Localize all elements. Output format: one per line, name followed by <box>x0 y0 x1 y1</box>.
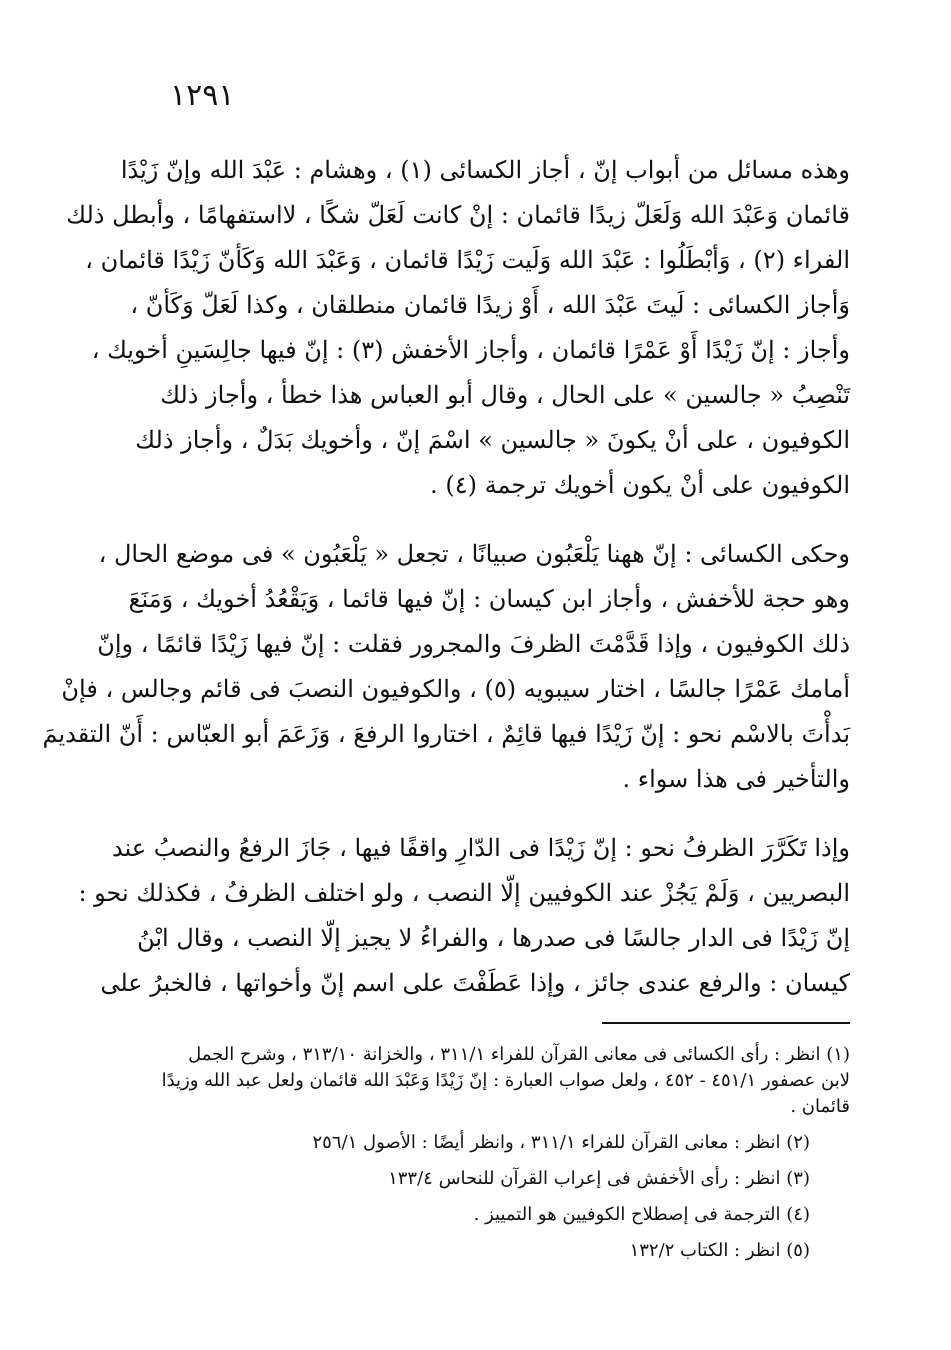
footnote-line: قائمان . <box>790 1096 850 1117</box>
paragraph <box>42 532 850 802</box>
footnote-line: (٤) الترجمة فى إصطلاح الكوفيين هو التمييز . <box>473 1204 810 1225</box>
text-line: وأجاز : إنّ زَيْدًا أَوْ عَمْرًا قائمان ، وأجاز الأخفش (٣) : إنّ فيها جالِسَينِ أخويك ، <box>91 336 850 364</box>
text-line: وَأجاز الكسائى : لَيتَ عَبْدَ الله ، أَوْ زيدًا قائمان منطلقان ، وكذا لَعَلّ وَكَأنّ ، <box>130 291 850 319</box>
footnotes <box>138 1042 850 1274</box>
footnote-line: (٥) انظر : الكتاب ١٣٢/٢ <box>629 1240 810 1261</box>
page-number: ١٢٩١ <box>170 78 235 113</box>
footnote-line: (١) انظر : رأى الكسائى فى معانى القرآن للفراء ٣١١/١ ، والخزانة ٣١٣/١٠ ، وشرح الجمل <box>188 1044 850 1065</box>
footnote <box>138 1238 850 1264</box>
text-line: وإذا تَكَرَّرَ الظرفُ نحو : إنّ زَيْدًا فى الدّارِ واقفًا فيها ، جَازَ الرفعُ والنصبُ عند <box>112 834 850 862</box>
text-line: البصريين ، وَلَمْ يَجُزْ عند الكوفيين إلّا النصب ، ولو اختلف الظرفُ ، فكذلك نحو : <box>78 879 850 907</box>
text-line: الكوفيون ، على أنْ يكونَ « جالسين » اسْمَ إنّ ، وأخويك بَدَلٌ ، وأجاز ذلك <box>135 426 850 454</box>
text-line: ذلك الكوفيون ، وإذا قَدَّمْتَ الظرفَ والمجرور فقلت : إنّ فيها زَيْدًا قائمًا ، وإنّ <box>97 630 850 658</box>
paragraph <box>78 826 850 1006</box>
text-line: الكوفيون على أنْ يكون أخويك ترجمة (٤) . <box>430 471 850 499</box>
footnote <box>138 1202 850 1228</box>
text-line: الفراء (٢) ، وَأبْطَلُوا : عَبْدَ الله وَلَيت زَيْدًا قائمان ، وَعَبْدَ الله وَكَأنّ زَيْدًا قائمان ، <box>85 246 850 274</box>
footnote <box>138 1166 850 1192</box>
text-line: وهذه مسائل من أبواب إنّ ، أجاز الكسائى (١) ، وهشام : عَبْدَ الله وإنّ زَيْدًا <box>120 156 850 184</box>
footnote-line: (٢) انظر : معانى القرآن للفراء ٣١١/١ ، وانظر أيضًا : الأصول ٢٥٦/١ <box>312 1132 810 1153</box>
text-line: بَدأْتَ بالاسْم نحو : إنّ زَيْدًا فيها قائِمٌ ، اختاروا الرفعَ ، وَزَعَمَ أبو العبّاس : أَنّ التقديمَ <box>42 720 850 748</box>
text-line: كيسان : والرفع عندى جائز ، وإذا عَطَفْتَ على اسم إنّ وأخواتها ، فالخبرُ على <box>100 969 850 997</box>
text-line: والتأخير فى هذا سواء . <box>622 765 850 793</box>
paragraph <box>66 148 850 508</box>
text-line: وهو حجة للأخفش ، وأجاز ابن كيسان : إنّ فيها قائما ، وَيَقْعُدُ أخويك ، وَمَنَعَ <box>128 585 850 613</box>
footnote-line: لابن عصفور ٤٥١/١ - ٤٥٢ ، ولعل صواب العبارة : إنّ زَيْدًا وَعَبْدَ الله قائمان ولعل عبد الله وزيدًا <box>161 1070 850 1091</box>
text-line: تَنْصِبُ « جالسين » على الحال ، وقال أبو العباس هذا خطأ ، وأجاز ذلك <box>160 381 850 409</box>
footnote-divider <box>602 1022 850 1024</box>
text-line: وحكى الكسائى : إنّ ههنا يَلْعَبُون صبيانًا ، تجعل « يَلْعَبُون » فى موضع الحال ، <box>98 540 850 568</box>
text-line: قائمان وَعَبْدَ الله وَلَعَلّ زيدًا قائمان : إنْ كانت لَعَلّ شكًا ، لااستفهامًا ، وأبطل ذلك <box>66 201 850 229</box>
text-line: إنّ زَيْدًا فى الدار جالسًا فى صدرها ، والفراءُ لا يجيز إلّا النصب ، وقال ابْنُ <box>137 924 850 952</box>
footnote-line: (٣) انظر : رأى الأخفش فى إعراب القرآن للنحاس ١٣٣/٤ <box>388 1168 810 1189</box>
footnote <box>138 1130 850 1156</box>
main-text <box>42 148 850 1030</box>
text-line: أمامك عَمْرًا جالسًا ، اختار سيبويه (٥) ، والكوفيون النصبَ فى قائم وجالس ، فإنْ <box>61 675 850 703</box>
footnote <box>138 1042 850 1120</box>
